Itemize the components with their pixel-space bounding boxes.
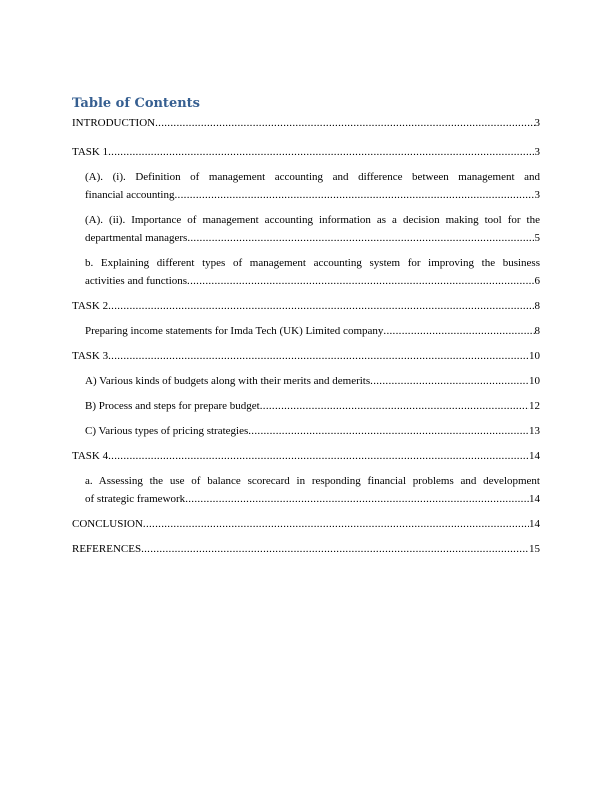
toc-entry-label: TASK 3 xyxy=(72,350,109,362)
toc-page-number: 14 xyxy=(529,518,540,530)
dot-leader xyxy=(143,515,529,533)
toc-entry-label: (A). (i). Definition of management accounting and difference between management and xyxy=(85,171,540,183)
toc-entry-task-4-a[interactable] xyxy=(72,472,540,508)
table-of-contents xyxy=(72,114,540,565)
toc-page-number: 5 xyxy=(534,232,540,244)
toc-entry-label: TASK 4 xyxy=(72,450,109,462)
toc-page-number: 14 xyxy=(529,493,540,505)
dot-leader xyxy=(108,143,534,161)
toc-page-number: 8 xyxy=(534,325,540,337)
toc-entry-references[interactable] xyxy=(72,540,540,558)
dot-leader xyxy=(108,297,534,315)
toc-entry-conclusion[interactable] xyxy=(72,515,540,533)
toc-title: Table of Contents xyxy=(72,96,200,111)
dot-leader xyxy=(248,422,529,440)
dot-leader xyxy=(108,447,529,465)
dot-leader xyxy=(175,186,535,204)
toc-entry-label: C) Various types of pricing strategies xyxy=(85,425,249,437)
dot-leader xyxy=(185,490,529,508)
toc-entry-task-4[interactable] xyxy=(72,447,540,465)
toc-page-number: 3 xyxy=(534,189,540,201)
toc-entry-label: REFERENCES xyxy=(72,543,142,555)
dot-leader xyxy=(187,229,534,247)
dot-leader xyxy=(155,114,534,132)
toc-entry-task-3-b[interactable] xyxy=(72,397,540,415)
dot-leader xyxy=(108,347,529,365)
toc-page-number: 14 xyxy=(529,450,540,462)
toc-entry-label: TASK 1 xyxy=(72,146,109,158)
toc-page-number: 3 xyxy=(534,117,540,129)
toc-page-number: 13 xyxy=(529,425,540,437)
toc-page-number: 10 xyxy=(529,350,540,362)
dot-leader xyxy=(260,397,529,415)
dot-leader xyxy=(141,540,529,558)
toc-page-number: 10 xyxy=(529,375,540,387)
toc-page-number: 6 xyxy=(534,275,540,287)
toc-entry-task-1-a-i[interactable] xyxy=(72,168,540,204)
toc-entry-label: INTRODUCTION xyxy=(72,117,156,129)
toc-entry-task-1-b[interactable] xyxy=(72,254,540,290)
toc-entry-label: activities and functions xyxy=(85,275,188,287)
toc-page-number: 15 xyxy=(529,543,540,555)
toc-entry-label: of strategic framework xyxy=(85,493,186,505)
toc-page-number: 3 xyxy=(534,146,540,158)
toc-entry-task-1-a-ii[interactable] xyxy=(72,211,540,247)
toc-entry-label: financial accounting xyxy=(85,189,175,201)
toc-entry-label: b. Explaining different types of management accounting system for improving the business xyxy=(85,257,540,269)
dot-leader xyxy=(187,272,534,290)
toc-page-number: 12 xyxy=(529,400,540,412)
toc-entry-label: a. Assessing the use of balance scorecard in responding financial problems and development xyxy=(85,475,540,487)
toc-entry-task-2[interactable] xyxy=(72,297,540,315)
toc-entry-label: (A). (ii). Importance of management accounting information as a decision making tool for the xyxy=(85,214,540,226)
toc-entry-task-2-income-statements[interactable] xyxy=(72,322,540,340)
toc-entry-task-3[interactable] xyxy=(72,347,540,365)
toc-entry-label: B) Process and steps for prepare budget xyxy=(85,400,260,412)
toc-entry-label: departmental managers xyxy=(85,232,188,244)
toc-entry-label: Preparing income statements for Imda Tech (UK) Limited company xyxy=(85,325,384,337)
toc-entry-label: A) Various kinds of budgets along with their merits and demerits xyxy=(85,375,371,387)
toc-entry-label: TASK 2 xyxy=(72,300,109,312)
toc-entry-task-3-a[interactable] xyxy=(72,372,540,390)
toc-page-number: 8 xyxy=(534,300,540,312)
toc-entry-task-3-c[interactable] xyxy=(72,422,540,440)
dot-leader xyxy=(383,322,534,340)
toc-entry-label: CONCLUSION xyxy=(72,518,143,530)
toc-entry-introduction[interactable] xyxy=(72,114,540,132)
toc-entry-task-1[interactable] xyxy=(72,143,540,161)
dot-leader xyxy=(370,372,529,390)
